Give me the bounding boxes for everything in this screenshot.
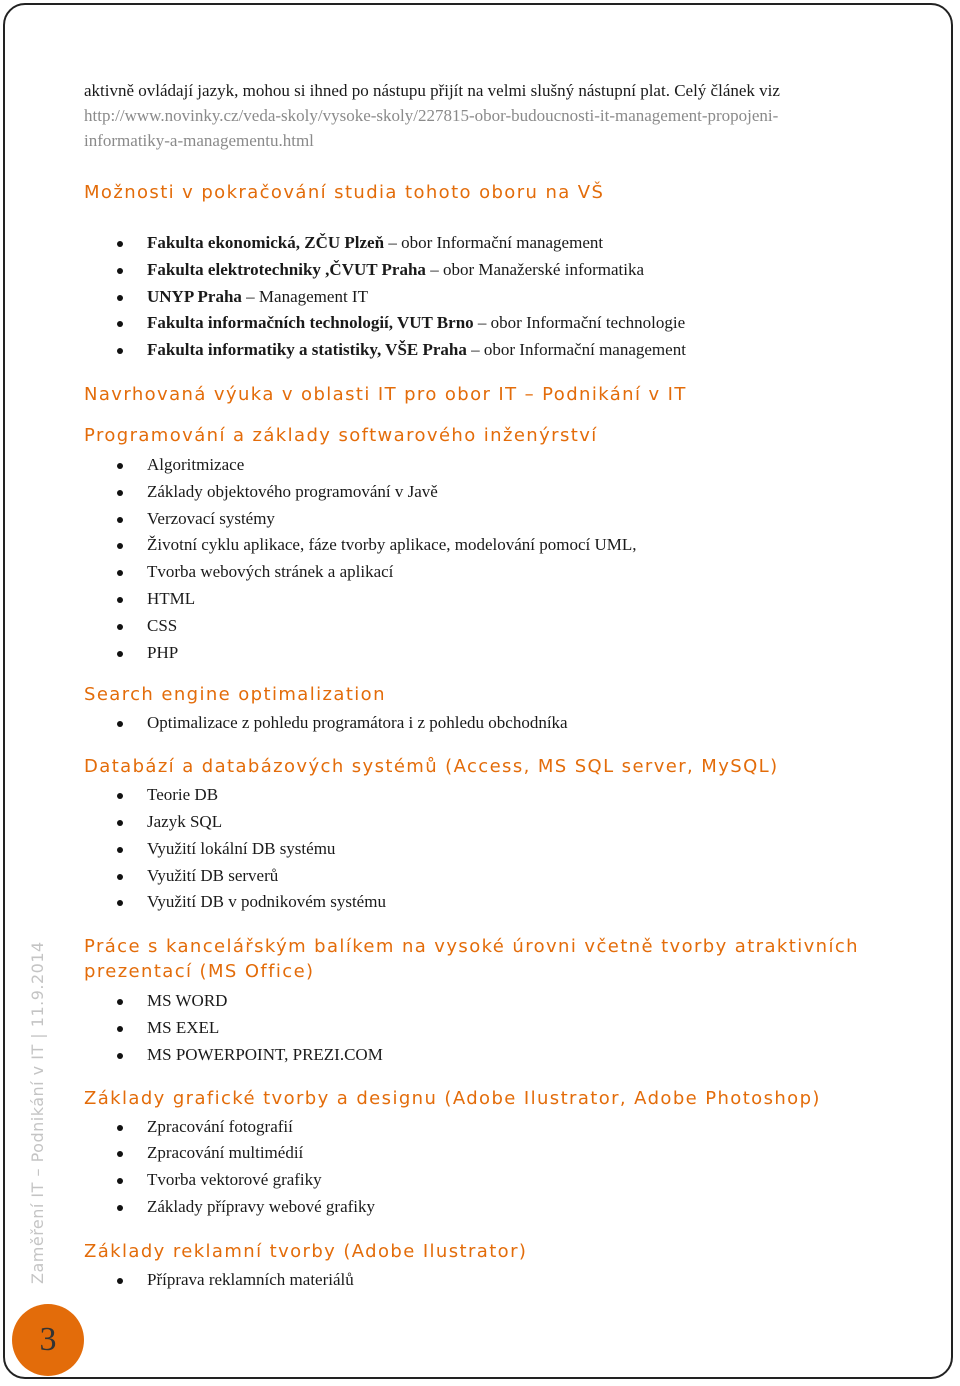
list-item: Využití DB v podnikovém systému <box>84 889 904 916</box>
heading-databaze: Databází a databázových systémů (Access, MS SQL server, MySQL) <box>84 756 779 778</box>
list-item: Fakulta informačních technologií, VUT Brno – obor Informační technologie <box>84 310 904 337</box>
list-item: UNYP Praha – Management IT <box>84 284 904 311</box>
heading-office: Práce s kancelářským balíkem na vysoké úrovni včetně tvorby atraktivních prezentací (MS Office) <box>84 936 859 983</box>
list-item: MS WORD <box>84 988 904 1015</box>
list-item: Základy přípravy webové grafiky <box>84 1194 904 1221</box>
heading-graficka: Základy grafické tvorby a designu (Adobe Ilustrator, Adobe Photoshop) <box>84 1087 821 1109</box>
list-seo <box>84 710 904 737</box>
heading-reklama: Základy reklamní tvorby (Adobe Ilustrator) <box>84 1240 528 1262</box>
heading-programovani: Programování a základy softwarového inženýrství <box>84 424 598 446</box>
list-item: Fakulta elektrotechniky ,ČVUT Praha – obor Manažerské informatika <box>84 257 904 284</box>
list-graficka <box>84 1114 904 1221</box>
list-item: CSS <box>84 613 904 640</box>
list-item: Tvorba webových stránek a aplikací <box>84 559 904 586</box>
article-link[interactable]: http://www.novinky.cz/veda-skoly/vysoke-skoly/227815-obor-budoucnosti-it-management-propojeni- informatiky-a-managementu.html <box>84 106 779 150</box>
list-item: HTML <box>84 586 904 613</box>
list-reklama <box>84 1267 904 1294</box>
list-item: Zpracování multimédií <box>84 1140 904 1167</box>
list-item: Jazyk SQL <box>84 809 904 836</box>
list-item: Využití DB serverů <box>84 863 904 890</box>
intro-paragraph <box>84 78 904 153</box>
heading-seo: Search engine optimalization <box>84 684 386 706</box>
list-item: Teorie DB <box>84 782 904 809</box>
list-programovani <box>84 452 904 666</box>
heading-vyuka: Navrhovaná výuka v oblasti IT pro obor IT – Podnikání v IT <box>84 383 687 405</box>
sidebar-footer-text: Zaměření IT – Podnikání v IT | 11.9.2014 <box>28 941 47 1284</box>
list-item: Tvorba vektorové grafiky <box>84 1167 904 1194</box>
page-number-badge: 3 <box>12 1304 84 1376</box>
list-item: Životní cyklu aplikace, fáze tvorby aplikace, modelování pomocí UML, <box>84 532 904 559</box>
list-item: Fakulta ekonomická, ZČU Plzeň – obor Informační management <box>84 230 904 257</box>
list-office <box>84 988 904 1068</box>
heading-vs: Možnosti v pokračování studia tohoto oboru na VŠ <box>84 182 605 203</box>
list-item: Algoritmizace <box>84 452 904 479</box>
list-item: Zpracování fotografií <box>84 1114 904 1141</box>
list-item: Využití lokální DB systému <box>84 836 904 863</box>
intro-text: aktivně ovládají jazyk, mohou si ihned po nástupu přijít na velmi slušný nástupní plat. Celý článek viz <box>84 81 780 100</box>
list-item: Fakulta informatiky a statistiky, VŠE Praha – obor Informační management <box>84 337 904 364</box>
list-item: Základy objektového programování v Javě <box>84 479 904 506</box>
list-vs <box>84 230 904 364</box>
list-item: MS POWERPOINT, PREZI.COM <box>84 1042 904 1069</box>
list-item: Verzovací systémy <box>84 506 904 533</box>
list-item: PHP <box>84 640 904 667</box>
list-item: Optimalizace z pohledu programátora i z pohledu obchodníka <box>84 710 904 737</box>
list-item: Příprava reklamních materiálů <box>84 1267 904 1294</box>
list-item: MS EXEL <box>84 1015 904 1042</box>
list-databaze <box>84 782 904 916</box>
page-content <box>84 78 904 1294</box>
